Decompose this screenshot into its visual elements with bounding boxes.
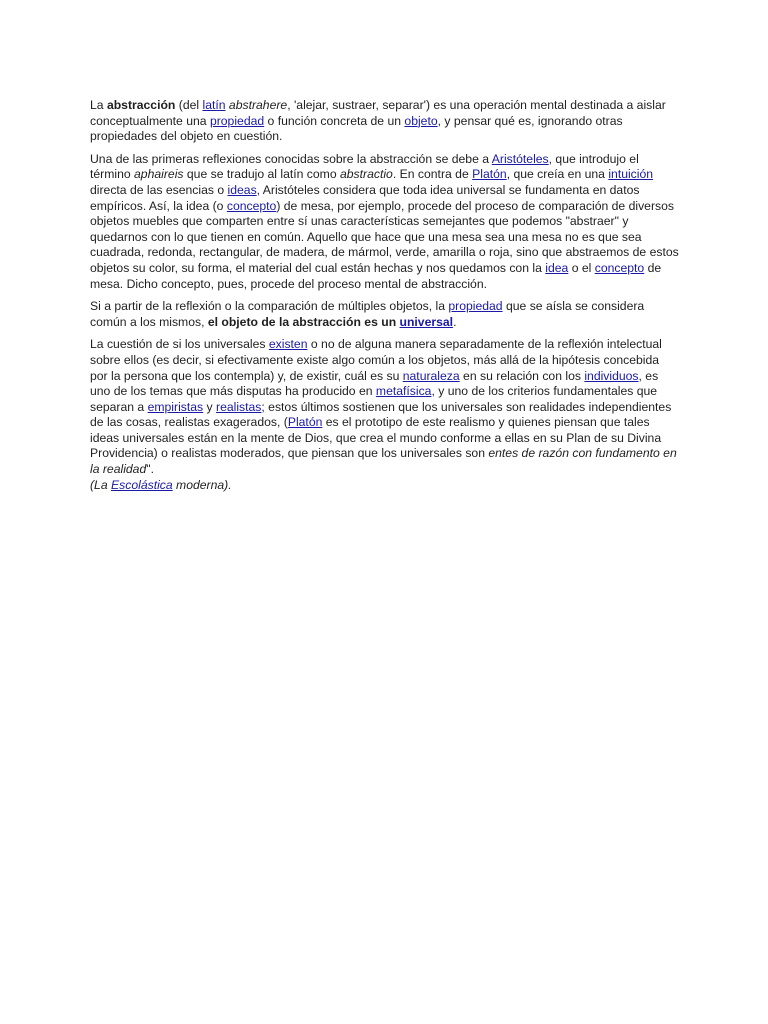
paragraph-1 [90,98,680,145]
text-run: que se aísla se considera común a los mismos, [90,299,645,329]
text-run: Si a partir de la reflexión o la comparación de múltiples objetos, la [90,299,449,314]
link-aristóteles[interactable]: Aristóteles [491,151,549,166]
italic-text: abstrahere [228,98,288,112]
text-run: o el [568,260,595,275]
link-intuición[interactable]: intuición [608,167,654,182]
italic-text: (La [90,477,112,492]
link-empiristas[interactable]: empiristas [147,399,204,414]
link-propiedad[interactable]: propiedad [209,113,265,128]
link-naturaleza[interactable]: naturaleza [402,368,460,383]
text-run: , y pensar qué es, ignorando otras propiedades del objeto en cuestión. [90,113,623,144]
link-concepto[interactable]: concepto [226,198,277,213]
text-run: que se tradujo al latín como [183,167,340,182]
link-escolástica[interactable]: Escolástica [111,477,173,492]
text-run: Una de las primeras reflexiones conocidas sobre la abstracción se debe a [90,151,492,166]
text-run: o función concreta de un [264,113,405,128]
link-realistas[interactable]: realistas [216,399,262,414]
link-objeto[interactable]: objeto [404,113,438,128]
text-run: , 'alejar, sustraer, separar') es una operación mental destinada a aislar conceptualmente una [90,98,666,128]
italic-text: abstractio [340,167,393,182]
bold-text: el objeto de la abstracción es un [207,314,400,329]
italic-text: entes de razón con fundamento en la realidad [90,446,677,477]
link-platón[interactable]: Platón [472,167,507,182]
bold-text: abstracción [106,98,176,112]
text-run: en su relación con los [459,368,585,383]
link-concepto[interactable]: concepto [594,260,645,275]
text-run: , es uno de los temas que más disputas ha producido en [90,368,659,399]
text-run: ". [146,462,154,477]
text-run: y [203,399,217,414]
paragraph-4 [90,337,680,493]
link-idea[interactable]: idea [545,260,569,275]
article-body [90,98,680,500]
link-existen[interactable]: existen [268,337,308,352]
link-metafísica[interactable]: metafísica [375,384,432,399]
paragraph-3 [90,299,680,330]
italic-text: aphaireis [134,167,184,182]
text-run: , que creía en una [506,167,609,182]
text-run: o no de alguna manera separadamente de la reflexión intelectual sobre ellos (es decir, si efectivamente existe algo común a los objetos, más allá de la hipótesis concebida por la persona que los contempla) y, de existir, cuál es su [90,337,662,383]
link-platón[interactable]: Platón [287,415,323,430]
text-run: La [90,98,107,112]
text-run: , y uno de los criterios fundamentales que separan a [90,384,658,414]
text-run: . [453,314,457,329]
text-run: ; estos últimos sostienen que los universales son realidades independientes de las cosas, realistas exagerados, ( [90,399,672,430]
text-run: de mesa. Dicho concepto, pues, procede del proceso mental de abstracción. [90,260,662,291]
text-run: es el prototipo de este realismo y quienes piensan que tales ideas universales están en la mente de Dios, que crea el mundo conforme a ellas en su Plan de su Divina Providencia) o realistas moderados, que piensan que los universales son [90,415,662,461]
text-run: La cuestión de si los universales [90,337,269,352]
text-run: (del [175,98,203,112]
link-universal[interactable]: universal [399,314,454,329]
text-run: , Aristóteles considera que toda idea universal se fundamenta en datos empíricos. Así, la idea (o [90,182,640,213]
link-latín[interactable]: latín [202,98,226,112]
text-run: directa de las esencias o [90,182,228,197]
italic-text: moderna). [172,477,232,492]
link-individuos[interactable]: individuos [584,368,639,383]
text-run: , que introdujo el término [90,151,639,182]
link-ideas[interactable]: ideas [227,182,257,197]
text-run: . En contra de [392,167,473,182]
link-propiedad[interactable]: propiedad [448,299,503,314]
paragraph-2 [90,152,680,292]
text-run: ) de mesa, por ejemplo, procede del proceso de comparación de diversos objetos muebles que comparten entre sí unas características semejantes que podemos "abstraer" y quedarnos con lo que tienen en común. Aquello que hace que una mesa sea una mesa no es que sea cuadrada, redonda, rectangular, de madera, de mármol, verde, amarilla o roja, sino que abstraemos de estos objetos su color, su forma, el material del cual están hechas y nos quedamos con la [90,198,679,275]
